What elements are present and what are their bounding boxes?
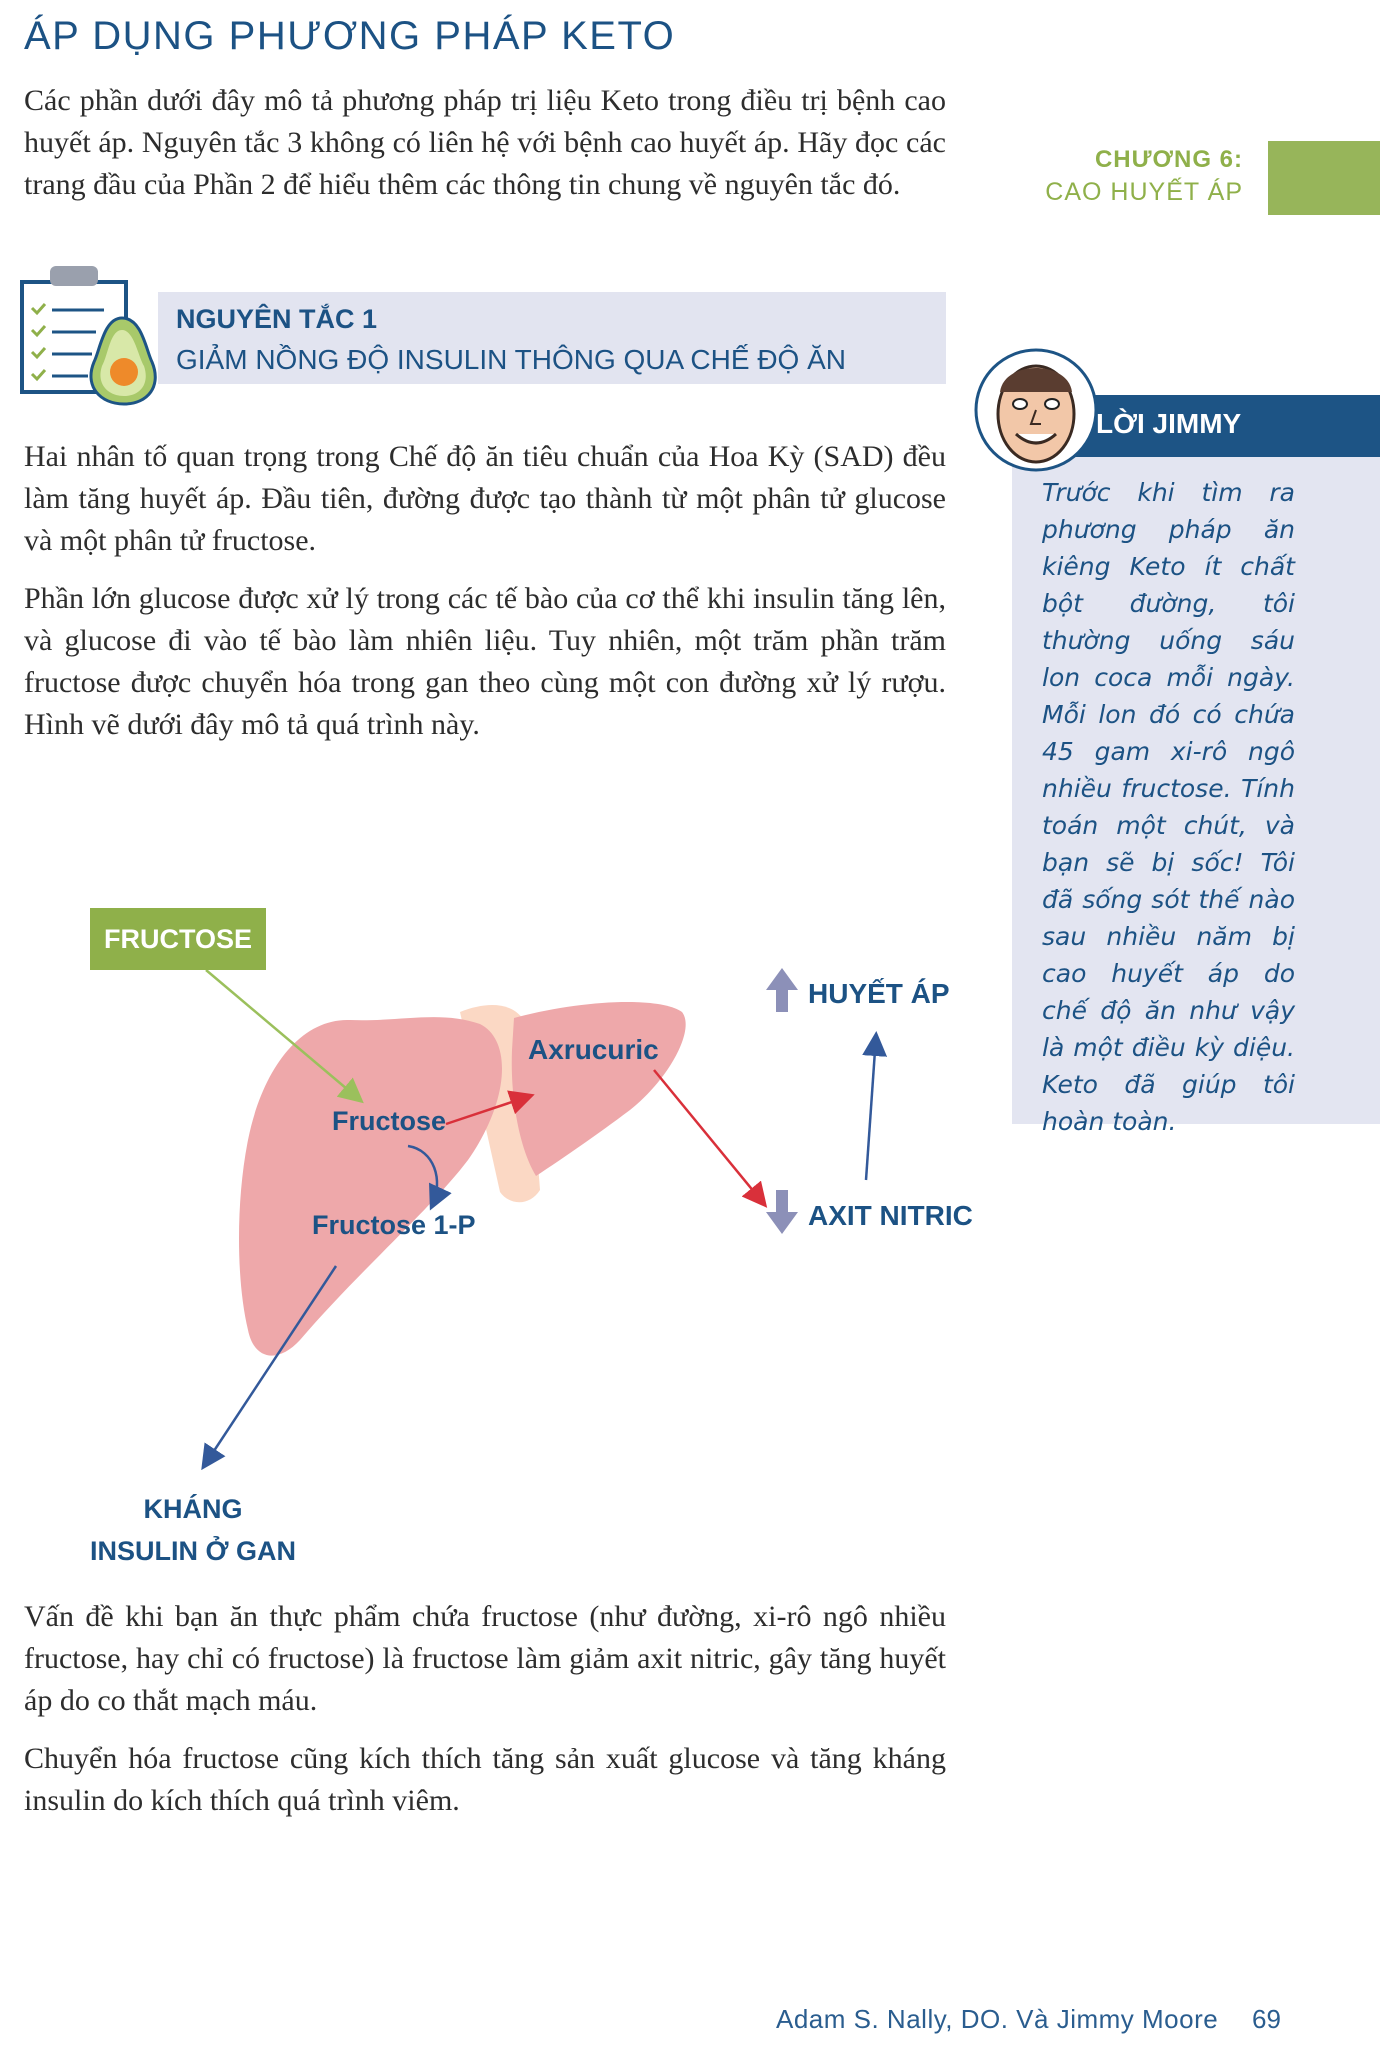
nitric-oxide-label: AXIT NITRIC — [808, 1200, 973, 1231]
down-arrow-icon — [766, 1190, 798, 1234]
footer-authors: Adam S. Nally, DO. Và Jimmy Moore — [776, 2004, 1219, 2034]
paragraph-2: Phần lớn glucose được xử lý trong các tế bào của cơ thể khi insulin tăng lên, và glucose đi vào tế bào làm nhiên liệu. Tuy nhiên, một trăm phần trăm fructose được chuyển hóa trong gan theo cùng một con đường xử lý rượu. Hình vẽ dưới đây mô tả quá trình này. — [24, 582, 946, 741]
sidebar-text: Trước khi tìm ra phương pháp ăn kiêng Keto ít chất bột đường, tôi thường uống sáu lon coca mỗi ngày. Mỗi lon đó có chứa 45 gam xi-rô ngô nhiều fructose. Tính toán một chút, và bạn sẽ bị sốc! Tôi đã sống sót thế nào sau nhiều năm bị cao huyết áp do chế độ ăn như vậy là một điều kỳ diệu. Keto đã giúp tôi hoàn toàn. — [1042, 478, 1295, 1136]
blood-pressure-label: HUYẾT ÁP — [808, 978, 950, 1009]
fructose-1p-label: Fructose 1-P — [312, 1210, 476, 1240]
fructose-source-box: FRUCTOSE — [90, 908, 266, 970]
uric-acid-label: Axrucuric — [528, 1034, 659, 1065]
chapter-name: CAO HUYẾT ÁP — [1045, 178, 1243, 206]
arrow-uric-to-nitric — [654, 1070, 764, 1204]
insulin-resistance-line2: INSULIN Ở GAN — [90, 1536, 297, 1566]
up-arrow-icon — [766, 968, 798, 1012]
intro-paragraph: Các phần dưới đây mô tả phương pháp trị liệu Keto trong điều trị bệnh cao huyết áp. Nguyên tắc 3 không có liên hệ với bệnh cao huyết áp. Hãy đọc các trang đầu của Phần 2 để hiểu thêm các thông tin chung về nguyên tắc đó. — [24, 84, 946, 201]
fructose-label: Fructose — [332, 1106, 447, 1136]
rule-number: NGUYÊN TẮC 1 — [176, 304, 378, 334]
insulin-resistance-label — [90, 1488, 296, 1572]
liver-right-lobe — [512, 1002, 686, 1176]
insulin-resistance-line1: KHÁNG — [143, 1494, 243, 1524]
arrow-nitric-to-pressure — [866, 1036, 876, 1180]
paragraph-3: Vấn đề khi bạn ăn thực phẩm chứa fructose (như đường, xi-rô ngô nhiều fructose, hay chỉ có fructose) là fructose làm giảm axit nitric, gây tăng huyết áp do co thắt mạch máu. — [24, 1600, 946, 1717]
liver-left-lobe — [239, 1017, 502, 1355]
sidebar-title: LỜI JIMMY — [1096, 408, 1242, 439]
rule-title: GIẢM NỒNG ĐỘ INSULIN THÔNG QUA CHẾ ĐỘ ĂN — [176, 344, 847, 375]
chapter-number: CHƯƠNG 6: — [1094, 146, 1243, 173]
page-title: ÁP DỤNG PHƯƠNG PHÁP KETO — [24, 14, 676, 58]
page-number: 69 — [1252, 2004, 1281, 2034]
paragraph-4: Chuyển hóa fructose cũng kích thích tăng sản xuất glucose và tăng kháng insulin do kích thích quá trình viêm. — [24, 1742, 946, 1817]
paragraph-1: Hai nhân tố quan trọng trong Chế độ ăn tiêu chuẩn của Hoa Kỳ (SAD) đều làm tăng huyết áp. Đầu tiên, đường được tạo thành từ một phân tử glucose và một phân tử fructose. — [24, 440, 946, 557]
